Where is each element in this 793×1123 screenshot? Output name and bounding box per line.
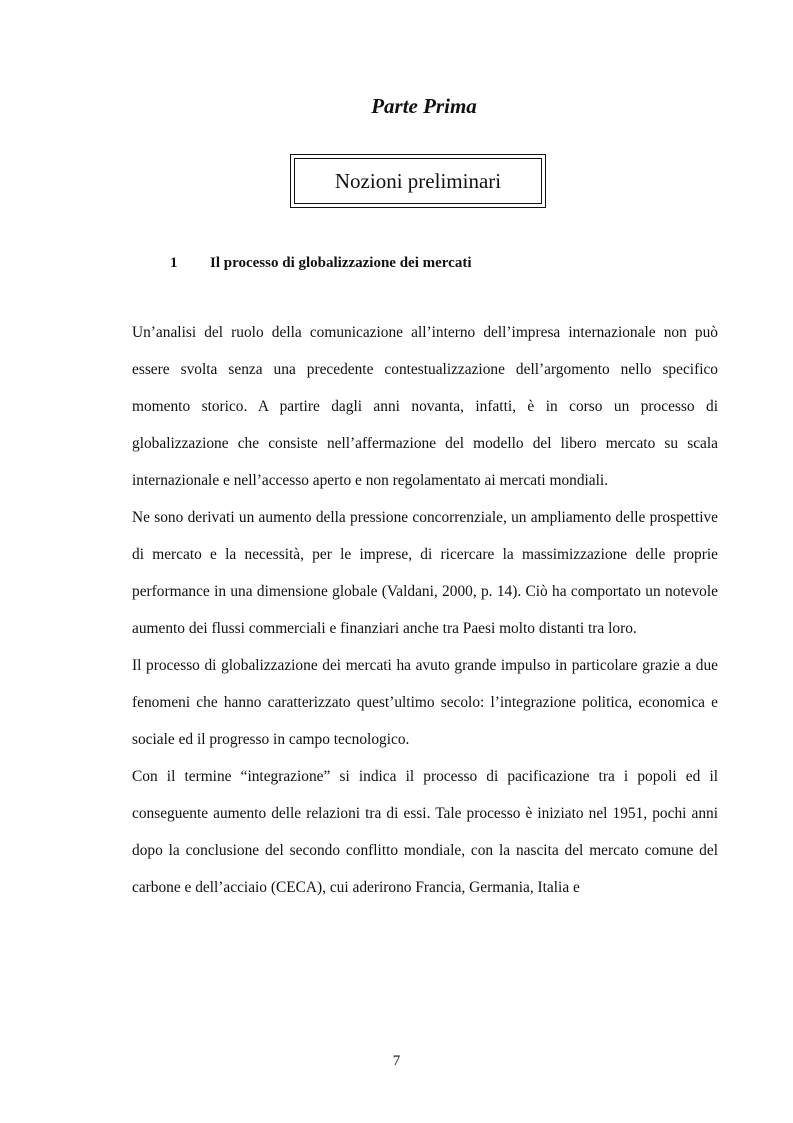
- section-title: Nozioni preliminari: [294, 158, 542, 204]
- paragraph: Con il termine “integrazione” si indica il processo di pacificazione tra i popoli ed il conseguente aumento delle relazioni tra di essi. Tale processo è iniziato nel 1951, pochi anni dopo la conclusione del secondo conflitto mondiale, con la nascita del mercato comune del carbone e dell’acciaio (CECA), cui aderirono Francia, Germania, Italia e: [132, 768, 718, 896]
- part-title: Parte Prima: [371, 94, 477, 118]
- body-text: [132, 314, 718, 906]
- chapter-number: 1: [170, 255, 178, 271]
- page-number: 7: [392, 1053, 401, 1069]
- paragraph: Ne sono derivati un aumento della pressione concorrenziale, un ampliamento delle prospettive di mercato e la necessità, per le imprese, di ricercare la massimizzazione delle proprie performance in una dimensione globale (Valdani, 2000, p. 14). Ciò ha comportato un notevole aumento dei flussi commerciali e finanziari anche tra Paesi molto distanti tra loro.: [132, 509, 718, 637]
- chapter-title: Il processo di globalizzazione dei mercati: [210, 255, 472, 271]
- chapter-heading: [170, 255, 472, 272]
- section-title-box: [290, 154, 546, 208]
- paragraph: Un’analisi del ruolo della comunicazione all’interno dell’impresa internazionale non può essere svolta senza una precedente contestualizzazione dell’argomento nello specifico momento storico. A partire dagli anni novanta, infatti, è in corso un processo di globalizzazione che consiste nell’affermazione del modello del libero mercato su scala internazionale e nell’accesso aperto e non regolamentato ai mercati mondiali.: [132, 324, 718, 489]
- paragraph: Il processo di globalizzazione dei mercati ha avuto grande impulso in particolare grazie a due fenomeni che hanno caratterizzato quest’ultimo secolo: l’integrazione politica, economica e sociale ed il progresso in campo tecnologico.: [132, 657, 718, 748]
